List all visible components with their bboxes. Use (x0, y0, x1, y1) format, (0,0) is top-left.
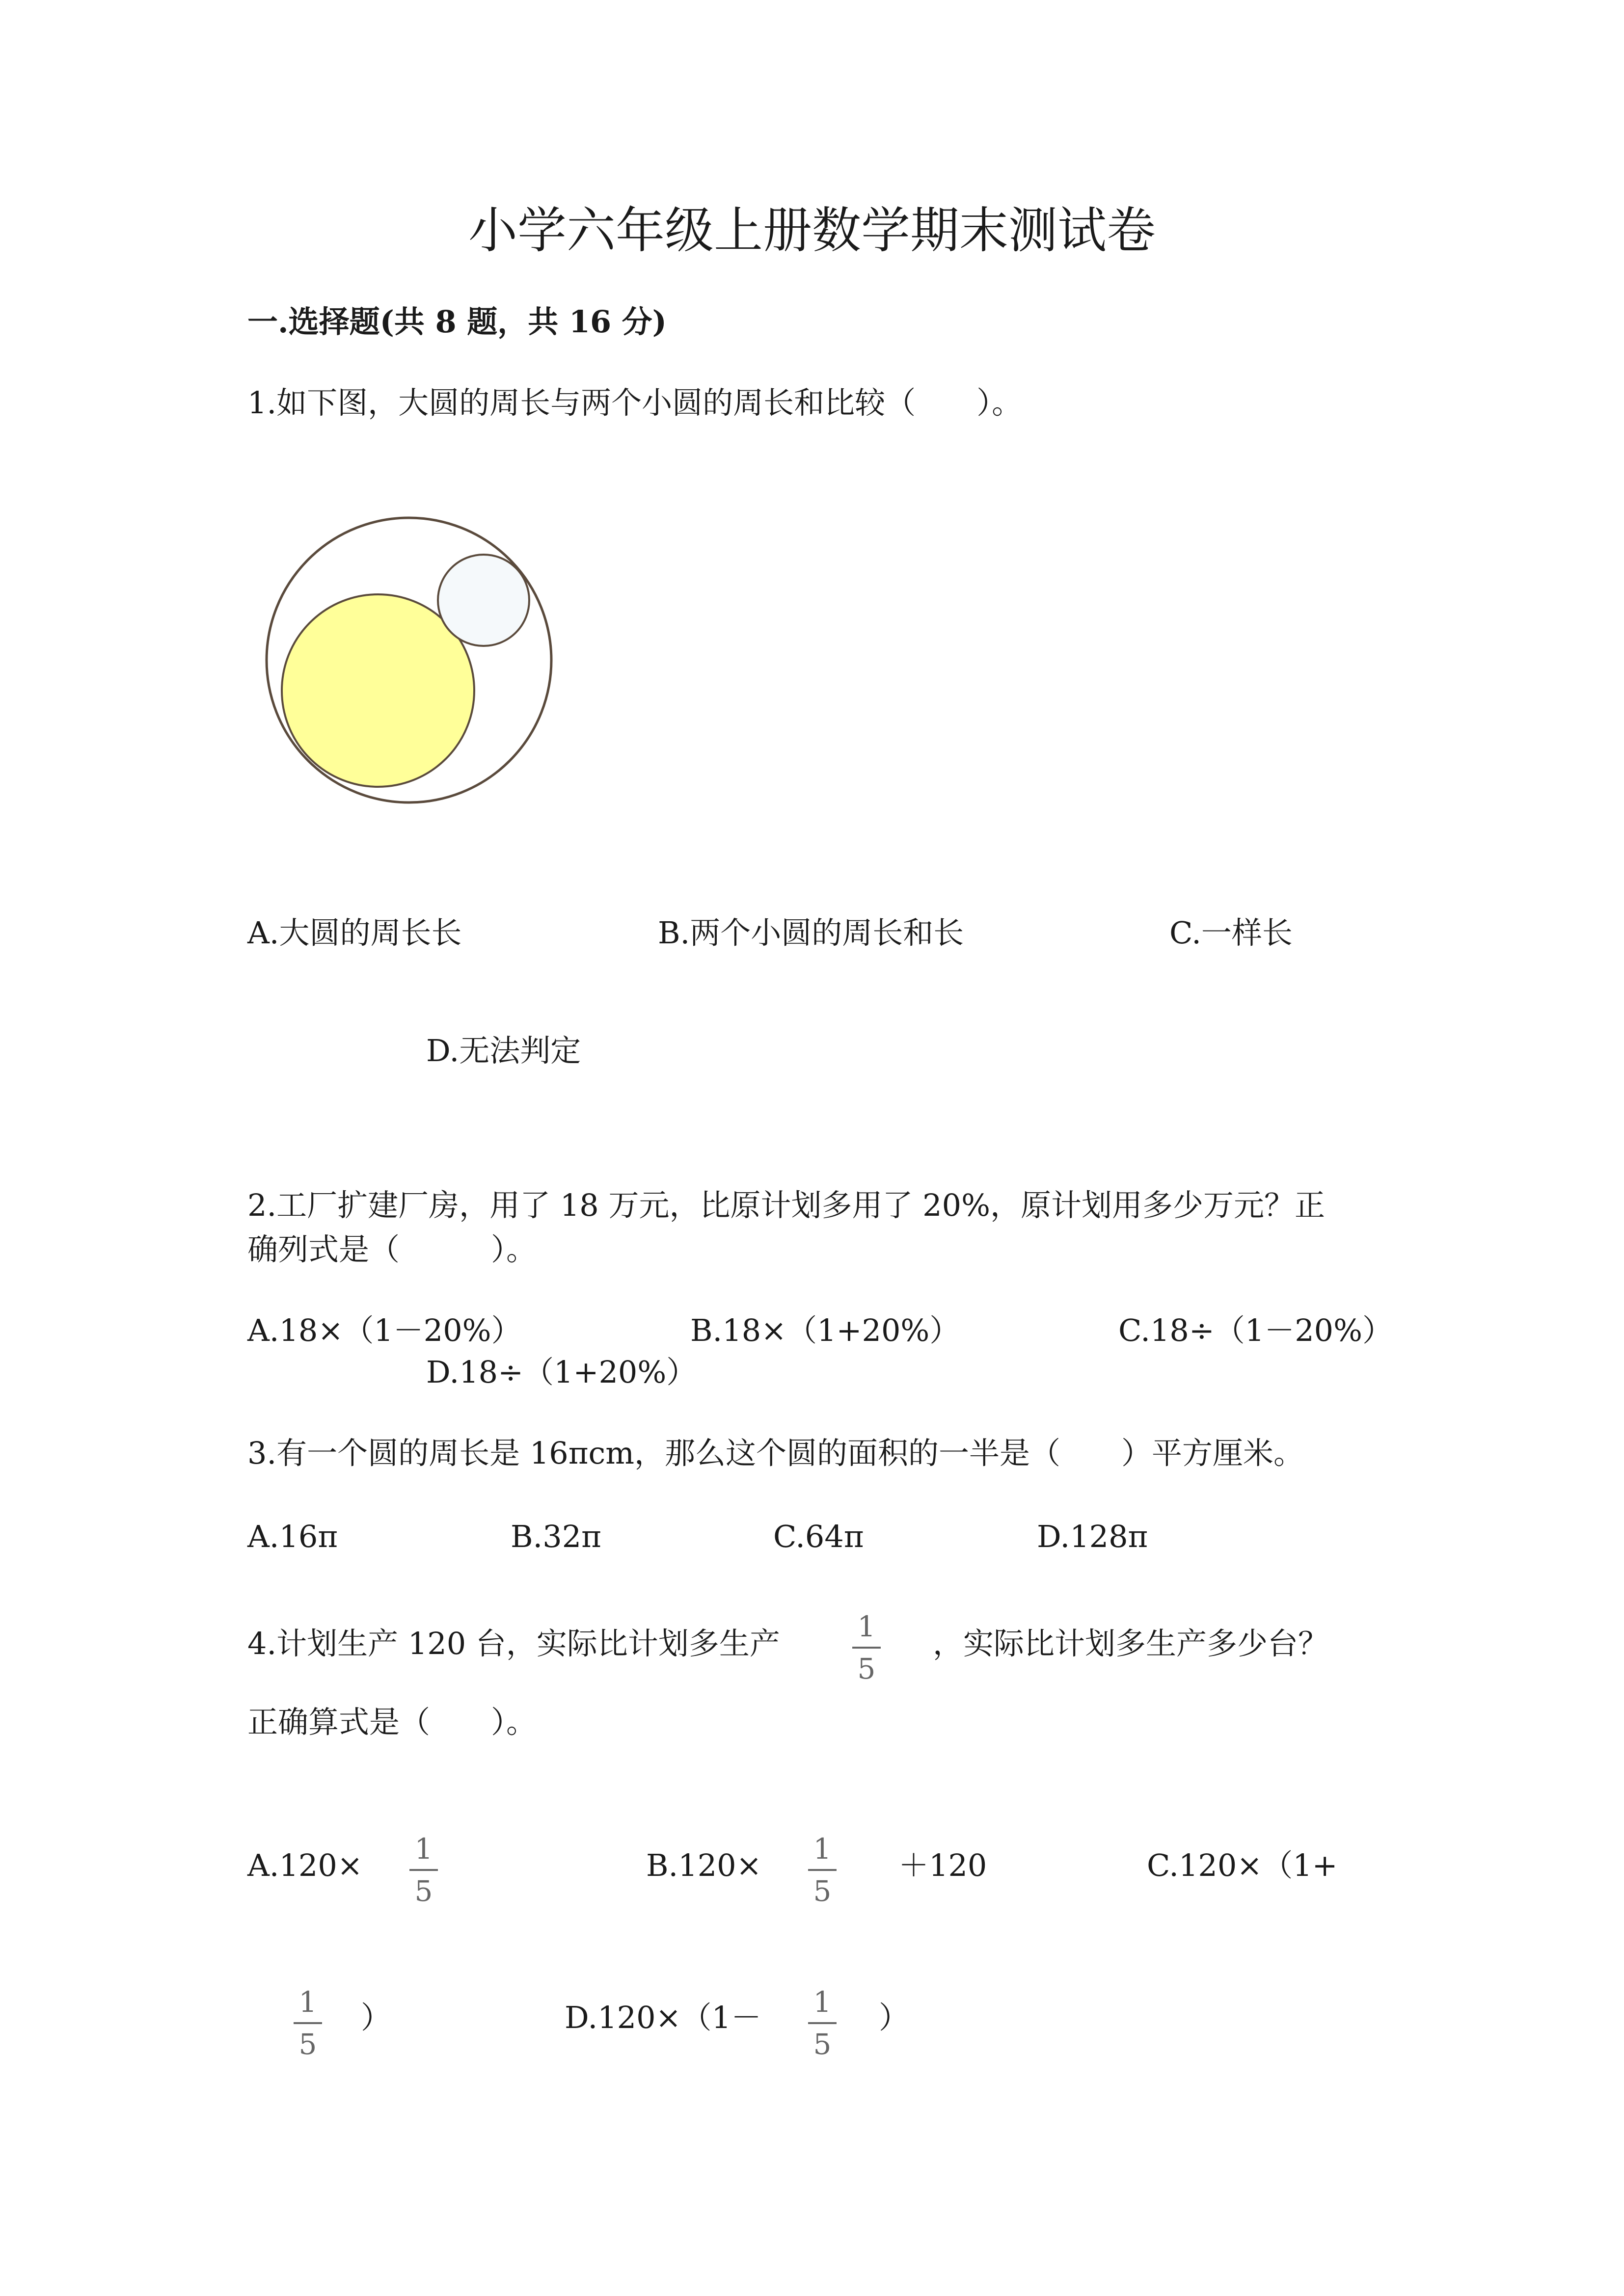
q2-option-d[interactable]: D.18÷（1+20%） (426, 1354, 697, 1390)
fraction-denominator: 5 (813, 1874, 832, 1908)
q4-option-c-close: ） (361, 2000, 392, 2035)
fraction-denominator: 5 (813, 2028, 832, 2061)
q1-option-c[interactable]: C.一样长 (1169, 915, 1293, 951)
small-circle (438, 555, 529, 646)
q4-option-c-fraction (291, 1985, 325, 2061)
fraction-numerator: 1 (813, 1832, 832, 1866)
q3-option-d[interactable]: D.128π (1037, 1519, 1148, 1554)
fraction-denominator: 5 (414, 1874, 433, 1908)
q4-option-b[interactable]: B.120× (646, 1847, 762, 1883)
fraction-bar (294, 2022, 322, 2024)
q3-option-c[interactable]: C.64π (773, 1519, 864, 1554)
q4-fraction (849, 1612, 884, 1683)
question-4-line1-end: ，实际比计划多生产多少台？ (933, 1626, 1329, 1661)
question-1-text: 1.如下图，大圆的周长与两个小圆的周长和比较（ ）。 (247, 385, 1023, 421)
q4-option-d-close: ） (879, 2000, 910, 2035)
question-4-line1-start: 4.计划生产 120 台，实际比计划多生产 (247, 1626, 780, 1661)
q3-option-b[interactable]: B.32π (511, 1519, 601, 1554)
q4-option-b-fraction (805, 1832, 839, 1908)
circles-figure (260, 510, 565, 810)
q4-option-a-fraction (406, 1832, 441, 1908)
section-heading: 一.选择题(共 8 题，共 16 分) (247, 304, 667, 340)
q4-option-b-suffix: ＋120 (898, 1847, 987, 1883)
fraction-bar (852, 1647, 881, 1649)
q4-option-d[interactable]: D.120×（1－ (565, 2000, 761, 2035)
question-4-line2: 正确算式是（ ）。 (247, 1704, 537, 1740)
q4-option-c[interactable]: C.120×（1+ (1147, 1847, 1338, 1883)
q2-option-a[interactable]: A.18×（1－20%） (247, 1312, 522, 1348)
fraction-bar (409, 1869, 438, 1871)
fraction-denominator: 5 (298, 2028, 317, 2061)
q2-option-c[interactable]: C.18÷（1－20%） (1118, 1312, 1393, 1348)
question-3-text: 3.有一个圆的周长是 16πcm，那么这个圆的面积的一半是（ ）平方厘米。 (247, 1435, 1304, 1471)
q1-option-a[interactable]: A.大圆的周长长 (247, 915, 462, 951)
question-2-line1: 2.工厂扩建厂房，用了 18 万元，比原计划多用了 20%，原计划用多少万元？正 (247, 1187, 1325, 1223)
question-2-line2: 确列式是（ ）。 (247, 1231, 537, 1267)
q4-option-d-fraction (805, 1985, 839, 2061)
fraction-denominator: 5 (857, 1652, 876, 1685)
fraction-bar (808, 1869, 837, 1871)
fraction-numerator: 1 (813, 1985, 832, 2019)
q4-option-a[interactable]: A.120× (247, 1847, 363, 1883)
q1-option-b[interactable]: B.两个小圆的周长和长 (658, 915, 964, 951)
q3-option-a[interactable]: A.16π (247, 1519, 338, 1554)
q2-option-b[interactable]: B.18×（1+20%） (690, 1312, 960, 1348)
fraction-bar (808, 2022, 837, 2024)
fraction-numerator: 1 (857, 1610, 876, 1643)
fraction-numerator: 1 (298, 1985, 317, 2019)
q1-option-d[interactable]: D.无法判定 (426, 1033, 581, 1068)
fraction-numerator: 1 (414, 1832, 433, 1866)
page-title: 小学六年级上册数学期末测试卷 (468, 202, 1156, 259)
